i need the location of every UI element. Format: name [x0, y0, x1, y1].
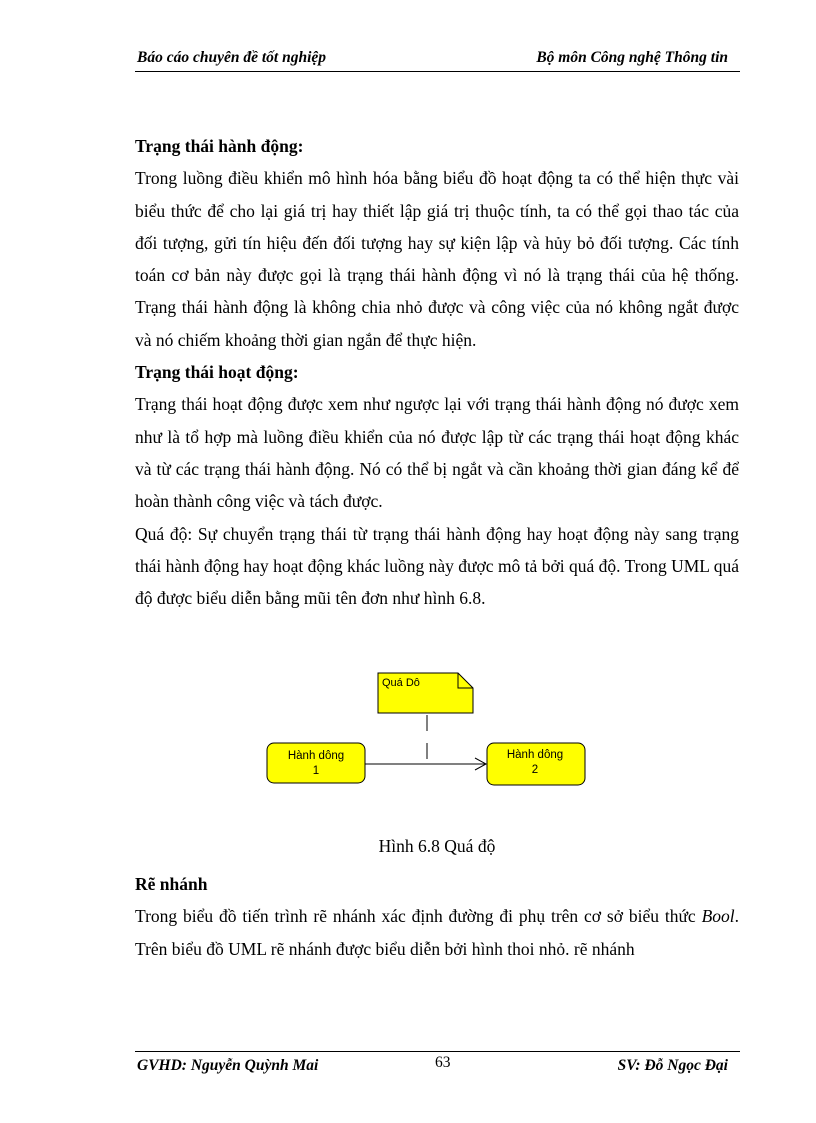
action-state-paragraph: Trong luồng điều khiển mô hình hóa bằng biểu đồ hoạt động ta có thể hiện thực vài biểu thức để cho lại giá trị hay thiết lập giá trị thuộc tính, ta có thể gọi thao tác của đối tượng, gửi tín hiệu đến đối tượng hay sự kiện lập và hủy bỏ đối tượng. Các tính toán cơ bản này được gọi là trạng thái hành động vì nó là trạng thái của hệ thống. Trạng thái hành động là không chia nhỏ được và công việc của nó không ngắt được và nó chiếm khoảng thời gian ngắn để thực hiện.	[135, 168, 739, 350]
node2-label-line2: 2	[531, 764, 539, 776]
action-node-1	[267, 743, 365, 783]
activity-state-paragraph: Trạng thái hoạt động được xem như ngược lại với trạng thái hành động nó được xem như là tổ hợp mà luồng điều khiển của nó được lập từ các trạng thái hoạt động khác và từ các trạng thái hành động. Nó có thể bị ngắt và cần khoảng thời gian đáng kể để hoàn thành công việc và tách được.	[135, 394, 739, 512]
transition-arrow	[365, 758, 486, 770]
branch-paragraph	[135, 900, 739, 965]
note-shape	[378, 673, 473, 713]
page-footer	[135, 1051, 740, 1082]
activity-state-heading: Trạng thái hoạt động:	[135, 362, 299, 383]
page-body	[135, 130, 739, 614]
branch-heading: Rẽ nhánh	[135, 874, 208, 894]
action-node-2	[487, 743, 585, 785]
page-header	[135, 45, 740, 72]
header-report-title: Báo cáo chuyên đề tốt nghiệp	[137, 49, 327, 66]
transition-diagram	[265, 665, 595, 795]
transition-paragraph: Quá độ: Sự chuyển trạng thái từ trạng thái hành động hay hoạt động này sang trạng thái hành động hay hoạt động khác luồng này được mô tả bởi quá độ. Trong UML quá độ được biểu diễn bằng mũi tên đơn như hình 6.8.	[135, 523, 739, 609]
branch-section	[135, 868, 739, 965]
branch-text-bool: Bool	[701, 906, 735, 927]
header-department: Bộ môn Công nghệ Thông tin	[536, 49, 728, 66]
node2-label-line1: Hành dông	[506, 749, 564, 761]
footer-advisor: GVHD: Nguyễn Quỳnh Mai	[137, 1057, 319, 1074]
action-state-heading: Trạng thái hành động:	[135, 136, 304, 156]
page-number: 63	[435, 1054, 451, 1071]
node1-label-line2: 1	[312, 765, 320, 777]
note-label: Quá Dô	[382, 677, 420, 689]
footer-student: SV: Đỗ Ngọc Đại	[617, 1057, 728, 1074]
figure-caption: Hình 6.8 Quá độ	[378, 836, 496, 856]
branch-text-part1: Trong biểu đồ tiến trình rẽ nhánh xác định đường đi phụ trên cơ sở biểu thức	[135, 906, 702, 927]
branch-text-part2: . Trên biểu đồ UML rẽ nhánh được biểu diễn bởi hình thoi nhỏ. rẽ nhánh	[135, 906, 739, 959]
node1-label-line1: Hành dông	[287, 750, 345, 762]
